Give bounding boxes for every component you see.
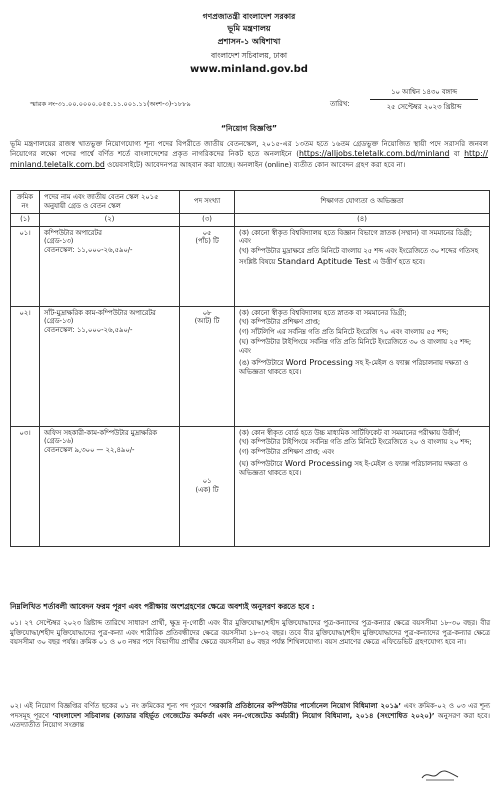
qualification-item xyxy=(239,247,485,267)
secretariat-address: বাংলাদেশ সচিবালয়, ঢাকা xyxy=(210,51,288,60)
posts-table xyxy=(10,190,490,547)
post-name: কম্পিউটার অপারেটর xyxy=(44,228,102,237)
conditions-title: নিম্নলিখিত শর্তাবলী আবেদন ফরম পূরণ এবং পরীক্ষায় অংশগ্রহণের ক্ষেত্রে অবশ্যই অনুসরণ করতে হবে : xyxy=(10,602,315,611)
row-post xyxy=(40,226,180,306)
intro-paragraph xyxy=(10,140,488,170)
count-number: ০৮ xyxy=(202,308,212,317)
qualification-item: (গ) কম্পিউটার প্রশিক্ষণ প্রাপ্ত; এবং xyxy=(239,448,335,457)
row-qualification xyxy=(235,426,490,546)
count-words: (এক) টি xyxy=(195,486,219,495)
qualification-text: (ঘ) কম্পিউটারে xyxy=(239,460,285,469)
qualification-item: (ঘ) কম্পিউটার টাইপিংয়ে সর্বনিম্ন গতি প্রতি মিনিটে ইংরেজিতে ৩০ ও বাংলায় ২৫ শব্দ; এবং xyxy=(239,338,472,355)
header-serial: ক্রমিক নং xyxy=(11,191,40,214)
post-grade: (গ্রেড-১৩) xyxy=(44,237,74,246)
row-qualification xyxy=(235,306,490,426)
signature-mark xyxy=(420,768,460,782)
post-grade: (গ্রেড-১৩) xyxy=(44,317,74,326)
post-scale: বেতনস্কেল: ১১,০০০-২৬,৫৯০/- xyxy=(44,326,133,335)
header-post: পদের নাম এবং জাতীয় বেতন স্কেল ২০১৫ অনুযায়ী গ্রেড ও বেতন স্কেল xyxy=(40,191,180,214)
count-number: ০১ xyxy=(202,477,212,486)
table-header-row xyxy=(11,191,490,214)
row-count xyxy=(180,426,235,546)
memo-number: স্মারক নং-৩১.০০.০০০০.০৫৫.১১.০০১.১১(অংশ-৩)-১৮৮৯ xyxy=(30,100,191,108)
qualification-text: এ উত্তীর্ণ হতে হবে। xyxy=(370,258,425,267)
qualification-english-term: Word Processing xyxy=(284,458,353,469)
date-bangla: ১০ আশ্বিন ১৪৩০ বঙ্গাব্দ xyxy=(370,88,478,100)
table-index-row xyxy=(11,213,490,226)
post-name: সাঁট-মুদ্রাক্ষরিক কাম-কম্পিউটার অপারেটর xyxy=(44,308,156,317)
count-words: (আট) টি xyxy=(194,317,220,326)
row-post xyxy=(40,306,180,426)
condition-1: ০১। ২৭ সেপ্টেম্বর ২০২৩ খ্রিষ্টাব্দ তারিখে সাধারণ প্রার্থী, ক্ষুদ্র নৃ-গোষ্ঠী এবং বীর মুক্তিযোদ্ধা/শহীদ মুক্তিযোদ্ধাদের পুত্র-কন্যাদের পুত্র-কন্যার ক্ষেত্রে বয়সসীমা ১৮-৩০ বছর। বীর মুক্তিযোদ্ধা/শহীদ মুক্তিযোদ্ধাদের পুত্র-কন্যা এবং শারীরিক প্রতিবন্ধীদের ক্ষেত্রে বয়সসীমা ১৮-৩২ বছর। তবে বীর মুক্তিযোদ্ধা/শহীদ মুক্তিযোদ্ধাদের পুত্র-কন্যাদের পুত্র-কন্যার ক্ষেত্রে বয়সসীমা ৩০ বছর পর্যন্ত। ক্রমিক ০১ ও ০৩ নম্বর পদে বিভাগীয় প্রার্থীর ক্ষেত্রে বয়সসীমা ৪০ বছর পর্যন্ত শিথিলযোগ্য। বয়স প্রমাণের ক্ষেত্রে এফিডেভিট গ্রহণযোগ্য হবে না। xyxy=(10,619,490,647)
qualification-item: (ক) কোনো স্বীকৃত বিশ্ববিদ্যালয় হতে স্নাতক বা সমমানের ডিগ্রী; xyxy=(239,308,407,317)
date-label: তারিখ: xyxy=(330,100,350,108)
qualification-item xyxy=(239,357,485,377)
qualification-item xyxy=(239,458,485,478)
index-cell: (১) xyxy=(11,213,40,226)
header-qualification: শিক্ষাগত যোগ্যতা ও অভিজ্ঞতা xyxy=(235,191,490,214)
qualification-item: (খ) কম্পিউটার প্রশিক্ষণ প্রাপ্ত; xyxy=(239,318,321,327)
minland-teletalk-link[interactable]: http:// minland.teletalk.com.bd xyxy=(10,149,488,169)
post-name: অফিস সহকারী-কাম-কম্পিউটার মুদ্রাক্ষরিক xyxy=(44,428,157,437)
intro-text-3: ওয়েবসাইটে) আবেদনপত্র আহবান করা যাচ্ছে। অনলাইন (online) ব্যতীত কোন আবেদন গ্রহণ করা হবে না। xyxy=(104,160,406,169)
intro-text-1: ভূমি মন্ত্রণালয়ের রাজস্ব খাতভুক্ত নিয়োগযোগ্য শূন্য পদের বিপরীতে জাতীয় বেতনস্কেল, ২০১৫-এর ১৩তম হতে ১৬তম গ্রেডভুক্ত নিয়োজিত স্থায়ী পদে সরাসরি জনবল নিয়োগের লক্ষ্যে পদের পার্শ্বে বর্ণিত শর্তে বাংলাদেশের প্রকৃত নাগরিকদের নিকট হতে অনলাইনে ( xyxy=(10,140,488,159)
row-serial: ০২। xyxy=(11,306,40,426)
table-row xyxy=(11,226,490,306)
qualification-item: (ক) কোনো স্বীকৃত বিশ্ববিদ্যালয় হতে বিজ্ঞান বিভাগে স্নাতক (সম্মান) বা সমমানের ডিগ্রী; এবং xyxy=(239,228,473,246)
ministry-name: ভূমি মন্ত্রণালয় xyxy=(227,24,271,33)
post-grade: (গ্রেড-১৬) xyxy=(44,437,74,446)
row-post xyxy=(40,426,180,546)
post-scale: বেতনস্কেল ৯,৩০০ — ২২,৪৯০/- xyxy=(44,446,135,455)
condition-2-text: এবং ক্রমিক-০২ ও ০৩ এর শূন্য পদসমূহ পূরণে xyxy=(10,702,491,720)
index-cell: (২) xyxy=(40,213,180,226)
row-count xyxy=(180,306,235,426)
count-number: ০৫ xyxy=(202,228,212,237)
alljobs-link[interactable]: https://alljobs.teletalk.com.bd/minland xyxy=(298,149,450,159)
qualification-text: (খ) কম্পিউটার মুদ্রাক্ষরে প্রতি মিনিটে বাংলায় ২৫ শব্দ এবং ইংরেজিতে ৩০ শব্দের গতিসহ সংশ্লিষ্ট বিষয়ে xyxy=(239,247,479,267)
department-name: প্রশাসন-১ অধিশাখা xyxy=(217,37,281,46)
header-count: পদ সংখ্যা xyxy=(180,191,235,214)
row-serial: ০১। xyxy=(11,226,40,306)
notice-title: “নিয়োগ বিজ্ঞপ্তি” xyxy=(220,124,278,133)
qualification-english-term: Standard Aptitude Test xyxy=(277,256,371,267)
index-cell: (৩) xyxy=(180,213,235,226)
qualification-item: (গ) সাঁটলিপি এর সর্বনিম্ন গতি প্রতি মিনিটে ইংরেজি ৭০ এবং বাংলায় ৫৫ শব্দ; xyxy=(239,328,449,337)
date-box xyxy=(370,88,478,112)
qualification-text: (ঙ) কম্পিউটারে xyxy=(239,358,286,367)
qualification-english-term: Word Processing xyxy=(285,356,353,367)
website-link[interactable]: www.minland.gov.bd xyxy=(190,64,308,75)
government-name: গণপ্রজাতন্ত্রী বাংলাদেশ সরকার xyxy=(202,12,296,21)
table-row xyxy=(11,306,490,426)
row-qualification xyxy=(235,226,490,306)
qualification-item: (ক) কোন স্বীকৃত বোর্ড হতে উচ্চ মাধ্যমিক সার্টিফিকেট বা সমমানের পরীক্ষায় উত্তীর্ণ; xyxy=(239,428,461,437)
condition-2-rule-1: ‘সরকারি প্রতিষ্ঠানের কম্পিউটার পার্সোনেল নিয়োগ বিধিমালা ২০১৯’ xyxy=(208,702,402,710)
qualification-item: (খ) কম্পিউটার টাইপিংয়ে সর্বনিম্ন গতি প্রতি মিনিটে ইংরেজিতে ২০ ও বাংলায় ২০ শব্দ; xyxy=(239,438,472,447)
date-english: ২৫ সেপ্টেম্বর ২০২৩ খ্রিষ্টাব্দ xyxy=(386,102,462,111)
qualification-text: সহ ই-মেইল ও ফ্যাক্স পরিচালনায় দক্ষতা ও অভিজ্ঞতা থাকতে হবে। xyxy=(239,460,468,477)
table-row xyxy=(11,426,490,546)
condition-2-rule-2: ‘বাংলাদেশ সচিবালয় (ক্যাডার বহির্ভূত গেজেটেড কর্মকর্তা এবং নন-গেজেটেড কর্মচারী) নিয়োগ বিধিমালা, ২০১৪ (সংশোধিত ২০২০)’ xyxy=(52,711,435,720)
index-cell: (৪) xyxy=(235,213,490,226)
condition-2-text: ০২। এই নিয়োগ বিজ্ঞপ্তির বর্ণিত ছকের ০১ নং ক্রমিকের শূন্য পদ পূরণে xyxy=(10,702,209,710)
condition-2 xyxy=(10,702,490,731)
count-words: (পাঁচ) টি xyxy=(195,237,219,246)
row-serial: ০৩। xyxy=(11,426,40,546)
intro-text-2: বা xyxy=(449,150,465,159)
post-scale: বেতনস্কেল: ১১,০০০-২৬,৫৯০/- xyxy=(44,246,133,255)
row-count xyxy=(180,226,235,306)
qualification-text: সহ ই-মেইল ও ফ্যাক্স পরিচালনায় দক্ষতা ও অভিজ্ঞতা থাকতে হবে। xyxy=(239,358,469,376)
condition-2-text: অনুসরণ করা হবে। এতদ্যাতীত নিয়োগ সংক্রান্ত xyxy=(10,711,490,730)
